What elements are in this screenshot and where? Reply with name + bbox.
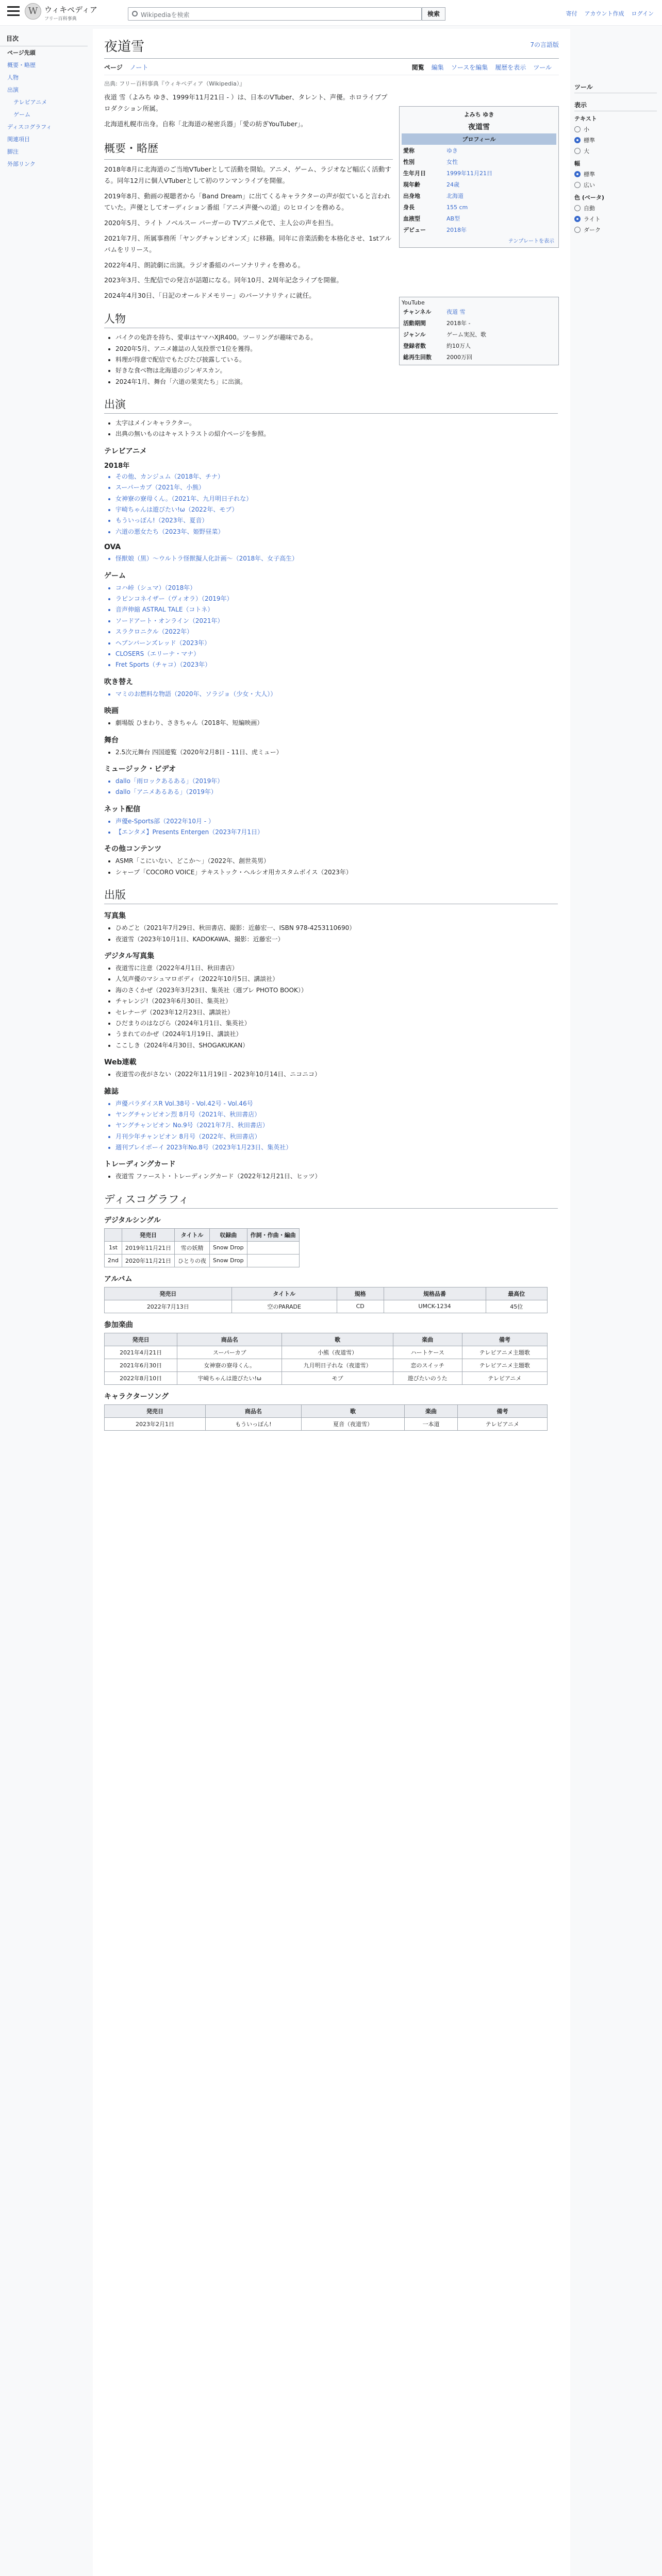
lead-paragraph: 夜道 雪（よみち ゆき、1999年11月21日 - ）は、日本のVTuber、タレント、声優。ホロライブプロダクション所属。: [104, 93, 388, 112]
search-input[interactable]: [128, 7, 422, 21]
text-small-option[interactable]: 小: [574, 125, 657, 133]
color-light-option[interactable]: ライト: [574, 215, 657, 223]
toc-item[interactable]: テレビアニメ: [13, 99, 47, 106]
subsection-heading: 映画: [104, 707, 119, 716]
toc-item[interactable]: 概要・略歴: [7, 62, 36, 69]
toc-item[interactable]: 出演: [7, 87, 19, 93]
section-heading: ディスコグラフィ: [104, 1191, 558, 1209]
game-list: • コハ峠（シュマ）（2018年） • ラピンコネイザー（ヴィオラ）（2019年） • 音声伸縮 ASTRAL TALE（コトネ） • ソードアート・オンライン（2021年） • スラクロニクル（2022年） • ヘブンバーンズレッド（2023年） • CLOSERS（エリーナ・マナ） • Fret Sports（チャコ）（2023年）: [104, 583, 558, 670]
section-heading: 出版: [104, 887, 558, 904]
width-wide-option[interactable]: 広い: [574, 181, 657, 189]
music-list: • dallo「雨ロックあるある」（2019年） • dallo「アニメあるある」（2019年）: [104, 776, 558, 798]
article: [93, 29, 570, 2576]
subsection-heading: ミュージック・ビデオ: [104, 765, 176, 773]
subsection-heading: アルバム: [104, 1275, 133, 1283]
participation-table: 発売日 商品名 歌 楽曲 備考 2021年4月21日 スーパーカブ 小熊（夜道雪） ハートケース テレビアニメ主題歌 2021年6月30日 女神寮の寮母くん。 九月明日子れな（夜道雪） 恋のスイッチ テレビアニメ主題歌 2022年8月10日 宇崎ちゃんは遊びたい!ω モブ 遊びたいのうた テレビアニメ: [104, 1333, 548, 1385]
toc-item[interactable]: ゲーム: [13, 111, 30, 118]
subsection-heading: 舞台: [104, 736, 119, 744]
subsection-heading: 雑誌: [104, 1087, 119, 1096]
subsection-heading: テレビアニメ: [104, 447, 147, 455]
card-list: • 夜道雪 ファースト・トレーディングカード（2022年12月21日、ヒッツ）: [104, 1171, 558, 1181]
subsection-heading: その他コンテンツ: [104, 845, 162, 854]
lead-paragraph: 北海道札幌市出身。自称「北海道の秘密兵器」「愛の紡ぎYouTuber」。: [104, 120, 307, 128]
subsection-heading: デジタルシングル: [104, 1216, 161, 1225]
toc-sidebar: [0, 31, 88, 170]
text-large-option[interactable]: 大: [574, 147, 657, 155]
infobox-profile-header: プロフィール: [402, 133, 556, 145]
overview-paragraph: 2018年8月に北海道のご当地VTuberとして活動を開始。アニメ、ゲーム、ラジオなど幅広く活動する。同年12月に個人VTuberとして初のワンマンライブを開催。: [104, 165, 391, 185]
tools-heading: ツール: [574, 82, 657, 93]
subsection-heading: 吹き替え: [104, 677, 133, 686]
toc-item[interactable]: 脚注: [7, 148, 19, 155]
toc-item[interactable]: 外部リンク: [7, 161, 36, 167]
search-icon: [132, 11, 138, 16]
width-label: 幅: [574, 160, 580, 167]
color-auto-option[interactable]: 自動: [574, 204, 657, 212]
text-standard-option[interactable]: 標準: [574, 136, 657, 144]
language-button[interactable]: 7の言語版: [530, 41, 559, 48]
appear-notes: • 太字はメインキャラクター。 • 出典の無いものはキャストラストの紹介ページを参照。: [104, 418, 558, 439]
overview-paragraph: 2021年7月、所属事務所「ヤングチャンピオンズ」に移籍。同年に音楽活動を本格化させ、1stアルバムをリリース。: [104, 234, 392, 253]
site-name: ウィキペディア: [44, 5, 97, 14]
subsection-heading: ゲーム: [104, 571, 126, 580]
body-sections: [104, 311, 558, 1431]
subsection-heading: Web連載: [104, 1058, 137, 1067]
site-tagline: フリー百科事典: [44, 16, 77, 22]
tab-page[interactable]: ページ: [104, 64, 123, 71]
character-song-table: 発売日 商品名 歌 楽曲 備考 2023年2月1日 もういっぽん! 夏音（夜道雪） 一本道 テレビアニメ: [104, 1404, 548, 1431]
youtube-header: YouTube: [402, 299, 425, 306]
overview-paragraph: 2022年4月、朗読劇に出演。ラジオ番組のパーソナリティを務める。: [104, 261, 305, 269]
section-heading: 出演: [104, 396, 558, 414]
infobox: [399, 106, 559, 248]
subsection-heading: トレーディングカード: [104, 1160, 176, 1169]
section-heading: 人物: [104, 311, 558, 328]
infobox-template-link[interactable]: テンプレートを表示: [508, 239, 554, 244]
movie-list: • 劇場版 ひまわり、さきちゃん（2018年、短編映画）: [104, 718, 558, 728]
toc-top[interactable]: ページ先頭: [7, 49, 36, 56]
photo-list: • ひめごと（2021年7月29日、秋田書店、撮影：近藤宏一、ISBN 978-4253110690） • 夜道雪（2023年10月1日、KADOKAWA、撮影：近藤宏一）: [104, 923, 558, 944]
overview-paragraph: 2020年5月、ライト ノベルスー パーガーの TVアニメ化で、主人公の声を担当。: [104, 218, 338, 227]
toc-item[interactable]: ディスコグラフィ: [7, 124, 52, 130]
appearance-panel: [574, 82, 657, 241]
subsection-heading: 参加楽曲: [104, 1320, 133, 1329]
infobox-reading: よみち ゆき: [464, 111, 494, 118]
search-button[interactable]: 検索: [422, 7, 445, 21]
magazine-list: • 声優パラダイスR Vol.38号 - Vol.42号 - Vol.46号 • ヤングチャンピオン烈 8月号（2021年、秋田書店） • ヤングチャンピオン No.9号（2021年7月、秋田書店） • 月刊少年チャンピオン 8月号（2022年、秋田書店） • 週刊プレイボーイ 2023年No.8号（2023年1月23日、集英社）: [104, 1098, 558, 1153]
stage-list: • 2.5次元舞台 四国遊覧（2020年2月8日 - 11日、虎ミュー）: [104, 747, 558, 757]
toc-item[interactable]: 人物: [7, 74, 19, 81]
tab-read[interactable]: 閲覧: [411, 64, 424, 71]
create-account-link[interactable]: アカウント作成: [584, 10, 624, 17]
tv-list: • その他、カンジュム（2018年、チナ） • スーパーカブ（2021年、小熊） • 女神寮の寮母くん。（2021年、九月明日子れな） • 宇崎ちゃんは遊びたい!ω（2022年、モブ） • もういっぽん!（2023年、夏音） • 六道の悪女たち（2023年、姫野昼菜）: [104, 471, 558, 537]
subsection-heading: デジタル写真集: [104, 952, 155, 961]
header: [0, 0, 662, 26]
from-line: 出典: フリー百科事典『ウィキペディア（Wikipedia）』: [104, 80, 245, 87]
digital-photo-list: • 夜道雪に注意（2022年4月1日、秋田書店） • 人気声優のマシュマロボディ（2022年10月5日、講談社） • 海のさくかぜ（2023年3月23日、集英社（週プレ PHOTO BOOK）） • チャレンジ!（2023年6月30日、集英社） • セレナーデ（2023年12月23日、講談社） • ひだまりのはなびら（2024年1月1日、集英社） • うまれてのかぜ（2024年1月19日、講談社） • ここしき（2024年4月30日、SHOGAKUKAN）: [104, 963, 558, 1050]
lead-section: [104, 92, 393, 301]
toc-item[interactable]: 関連項目: [7, 136, 30, 143]
overview-paragraph: 2024年4月30日、「日記のオールドメモリー」のパーソナリティに就任。: [104, 292, 316, 300]
color-label: 色 (ベータ): [574, 194, 604, 201]
single-table: 発売日 タイトル 収録曲 作詞・作曲・編曲 1st 2019年11月21日 雪の妖精 Snow Drop 2nd 2020年11月21日 ひとりの夜 Snow Drop: [104, 1228, 300, 1267]
tab-tools[interactable]: ツール: [533, 64, 552, 71]
dub-list: • マミのお燃料な物語（2020年、ソラジョ（少女・大人））: [104, 689, 558, 699]
youtube-table: チャンネル 夜道 雪 活動期間 2018年 - ジャンル ゲーム実況、歌 登録者数 約10万人 総再生回数 2000万回: [403, 309, 486, 361]
display-heading: 表示: [574, 100, 657, 111]
user-links: [559, 9, 654, 18]
tab-history[interactable]: 履歴を表示: [495, 64, 526, 71]
width-standard-option[interactable]: 標準: [574, 170, 657, 178]
album-table: 発売日 タイトル 規格 規格品番 最高位 2022年7月13日 空のPARADE CD UMCK-1234 45位: [104, 1287, 548, 1313]
other-list: • ASMR「こにいない、どこか〜」（2022年、創世英男） • シャープ「COCORO VOICE」テキストック・ヘルシオ用カスタムボイス（2023年）: [104, 856, 558, 877]
text-size-label: テキスト: [574, 115, 597, 122]
wikipedia-logo-icon[interactable]: W: [25, 3, 41, 20]
subsection-heading: 写真集: [104, 912, 126, 921]
site-title[interactable]: [44, 4, 97, 22]
infobox-name: 夜道雪: [468, 123, 490, 131]
donate-link[interactable]: 寄付: [566, 10, 577, 17]
infobox-table: 愛称 ゆき 性別 女性 生年月日 1999年11月21日 現年齢 24歳 出身地 北海道 身長 155 cm 血液型 AB型 デビュー 2018年: [403, 147, 492, 233]
subsection-heading: OVA: [104, 543, 121, 552]
year-heading: 2018年: [104, 462, 130, 470]
login-link[interactable]: ログイン: [631, 10, 654, 17]
ova-list: • 怪獣娘（黒）〜ウルトラ怪獣擬人化計画〜（2018年、女子高生）: [104, 553, 558, 564]
person-list: • バイクの免許を持ち、愛車はヤマハXJR400。ツーリングが趣味である。 • 2020年5月、アニメ雑誌の人気投票で1位を獲得。 • 料理が得意で配信でもたびたび披露している。 • 好きな食べ物は北海道のジンギスカン。 • 2024年1月、舞台「六道の果実たち」に出演。: [104, 332, 558, 387]
toc-heading: 目次: [0, 31, 88, 46]
page-tabs: [104, 63, 559, 75]
page-title: 夜道雪: [104, 36, 559, 59]
subsection-heading: ネット配信: [104, 805, 140, 814]
net-list: • 声優e-Sports部（2022年10月 - ） • 【エンタメ】Presents Entergen（2023年7月1日）: [104, 816, 558, 838]
subsection-heading: キャラクターソング: [104, 1392, 169, 1401]
overview-paragraph: 2023年3月、生配信での発言が話題になる。同年10月、2周年記念ライブを開催。: [104, 276, 343, 284]
web-list: • 夜道雪の夜がさない（2022年11月19日 - 2023年10月14日、ニコニコ）: [104, 1069, 558, 1079]
color-dark-option[interactable]: ダーク: [574, 226, 657, 234]
youtube-infobox: [399, 297, 559, 365]
search-placeholder: Wikipediaを検索: [141, 11, 190, 19]
tab-source[interactable]: ソースを編集: [451, 64, 488, 71]
tab-edit[interactable]: 編集: [431, 64, 444, 71]
section-heading: 概要・略歴: [104, 139, 393, 160]
tab-talk[interactable]: ノート: [129, 64, 148, 71]
menu-icon[interactable]: [7, 6, 20, 16]
overview-paragraph: 2019年8月、動画の視聴者から「Band Dream」に出てくるキャラクターの声が似ていると言われていた。声優としてオーディション番組「アニメ声優への道」のヒロインを務める。: [104, 192, 391, 211]
